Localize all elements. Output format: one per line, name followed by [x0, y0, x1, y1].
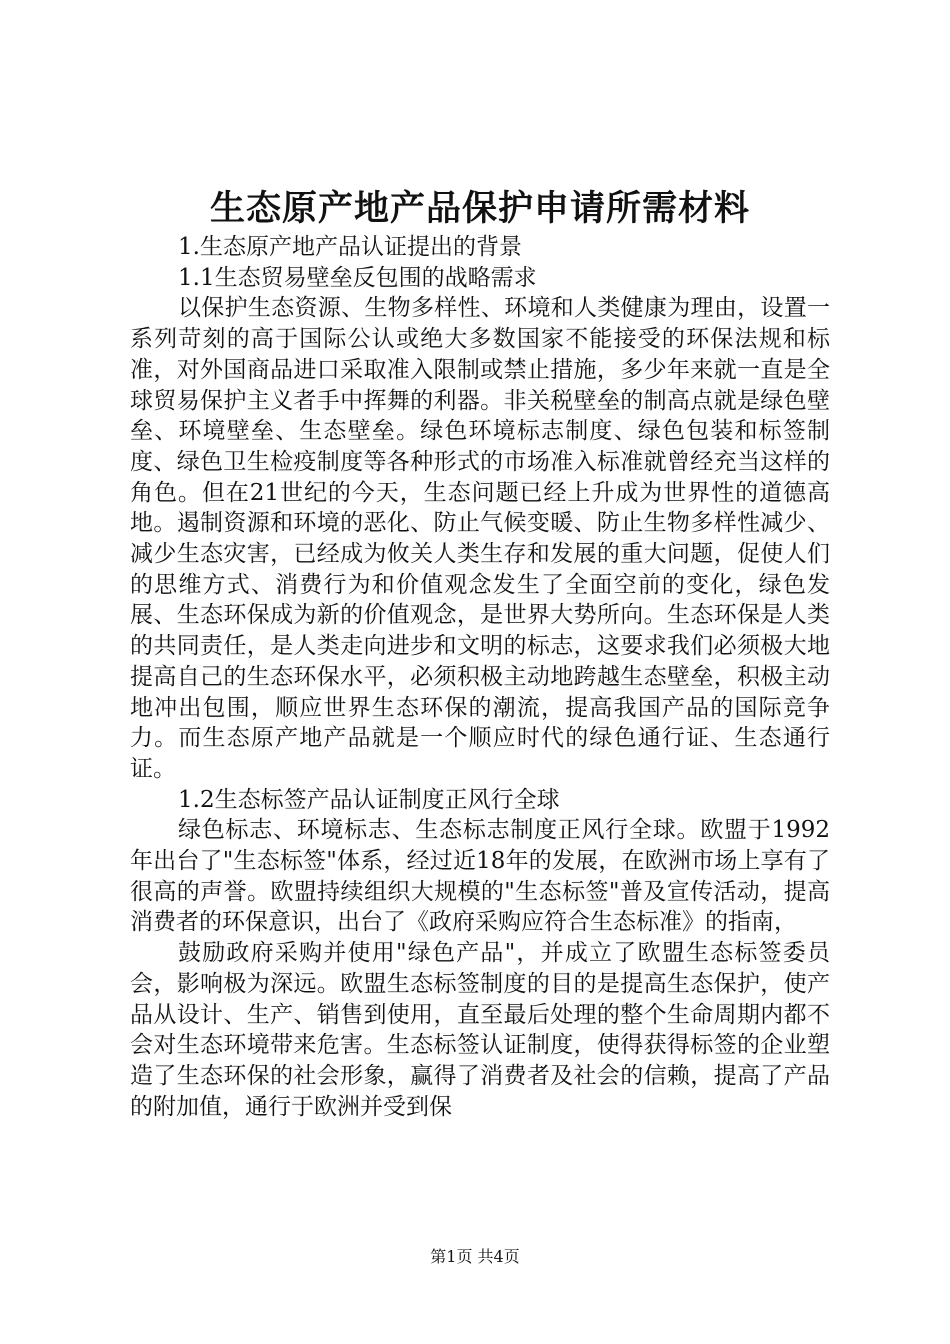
body-paragraph: 鼓励政府采购并使用"绿色产品"，并成立了欧盟生态标签委员会，影响极为深远。欧盟生态标签制度的目的是提高生态保护，使产品从设计、生产、销售到使用，直至最后处理的整个生命周期内都不会对生态环境带来危害。生态标签认证制度，使得获得标签的企业塑造了生态环保的社会形象，赢得了消费者及社会的信赖，提高了产品的附加值，通行于欧洲并受到保 [130, 940, 830, 1120]
section-heading-1: 1.生态原产地产品认证提出的背景 [178, 234, 522, 260]
page-footer: 第1页 共4页 [430, 1247, 520, 1266]
document-title: 生态原产地产品保护申请所需材料 [209, 189, 750, 229]
body-paragraph: 以保护生态资源、生物多样性、环境和人类健康为理由，设置一系列苛刻的高于国际公认或绝大多数国家不能接受的环保法规和标准，对外国商品进口采取准入限制或禁止措施，多少年来就一直是全球贸易保护主义者手中挥舞的利器。非关税壁垒的制高点就是绿色壁垒、环境壁垒、生态壁垒。绿色环境标志制度、绿色包装和标签制度、绿色卫生检疫制度等各种形式的市场准入标准就曾经充当这样的角色。但在21世纪的今天，生态问题已经上升成为世界性的道德高地。遏制资源和环境的恶化、防止气候变暖、防止生物多样性减少、减少生态灾害，已经成为攸关人类生存和发展的重大问题，促使人们的思维方式、消费行为和价值观念发生了全面空前的变化，绿色发展、生态环保成为新的价值观念，是世界大势所向。生态环保是人类的共同责任，是人类走向进步和文明的标志，这要求我们必须极大地提高自己的生态环保水平，必须积极主动地跨越生态壁垒，积极主动地冲出包围，顺应世界生态环保的潮流，提高我国产品的国际竞争力。而生态原产地产品就是一个顺应时代的绿色通行证、生态通行证。 [130, 295, 830, 782]
body-paragraph: 绿色标志、环境标志、生态标志制度正风行全球。欧盟于1992年出台了"生态标签"体系，经过近18年的发展，在欧洲市场上享有了很高的声誉。欧盟持续组织大规模的"生态标签"普及宣传活动，提高消费者的环保意识，出台了《政府采购应符合生态标准》的指南， [130, 817, 830, 936]
document-body [130, 232, 830, 1122]
section-heading-1-2: 1.2生态标签产品认证制度正风行全球 [178, 786, 560, 813]
section-heading-1-1: 1.1生态贸易壁垒反包围的战略需求 [178, 264, 537, 291]
